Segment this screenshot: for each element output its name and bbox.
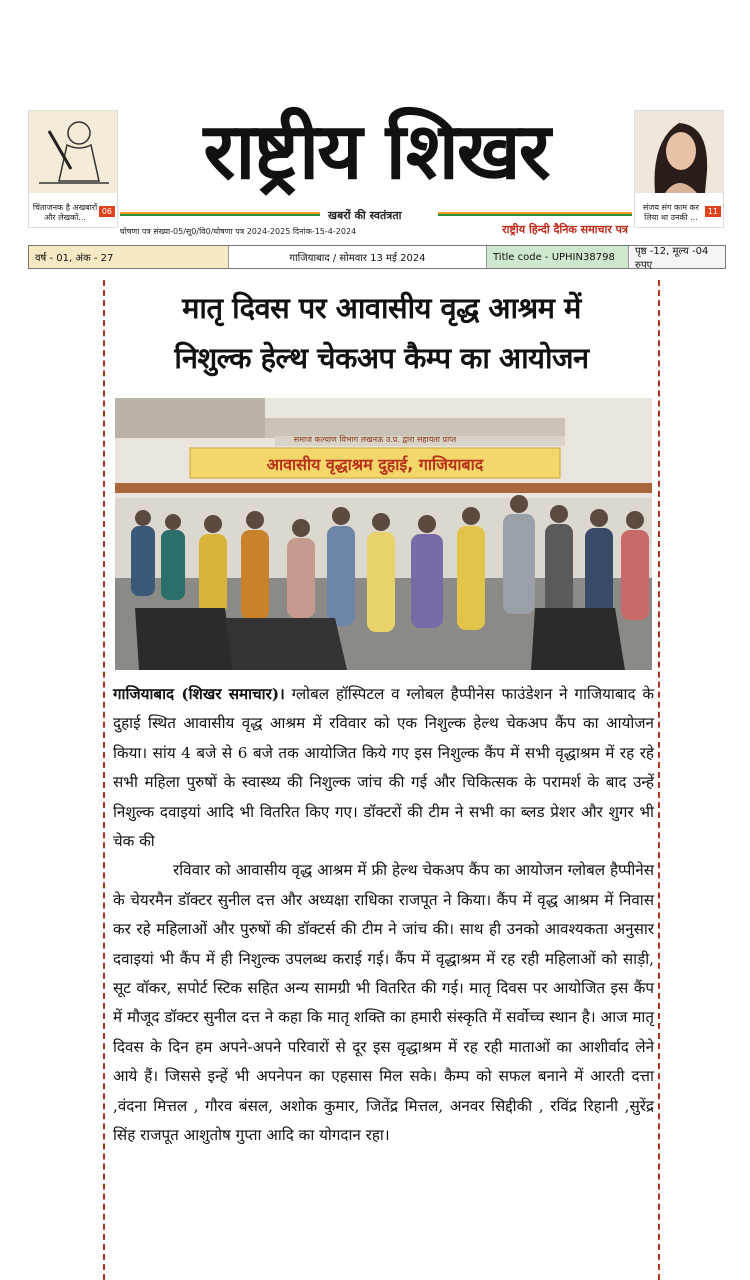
ashram-sign-top: समाज कल्याण विभाग लखनऊ उ.प्र. द्वारा सहायता प्राप्त	[293, 435, 457, 444]
title-code: Title code - UPHIN38798	[487, 246, 629, 268]
article-paragraph-2: रविवार को आवासीय वृद्ध आश्रम में फ्री हेल्थ चेकअप कैंप का आयोजन ग्लोबल हैप्पीनेस के चेयरमैन डॉक्टर सुनील दत्त और अध्यक्षा राधिका राजपूत ने किया। कैंप में वृद्ध आश्रम में निवास कर रहे महिलाओं और पुरुषों की डॉक्टर्स की टीम ने जांच की। साथ ही उनको आवश्यकता अनुसार दवाइयां भी कैंप में ही निशुल्क उपलब्ध कराई गई। कैंप में वृद्धाश्रम में रह रही महिलाओं को साड़ी, सूट वॉकर, सपोर्ट स्टिक सहित अन्य सामग्री भी वितरित की गई। मातृ दिवस पर आयोजित इस कैंप में मौजूद डॉक्टर सुनील दत्त ने कहा कि मातृ शक्ति का हमारी संस्कृति में सर्वोच्च स्थान है। आज मातृ दिवस के दिन हम अपने-अपने परिवारों से दूर इस वृद्धाश्रम में रह रही माताओं का आशीर्वाद लेने आये हैं। जिससे इन्हें भी अपनेपन का एहसास मिल सके। कैम्प को सफल बनाने में आरती दत्ता ,वंदना मित्तल , गौरव बंसल, अशोक कुमार, जितेंद्र मित्तल, अनवर सिद्दीकी , रविंद्र रिहानी ,सुरेंद्र सिंह राजपूत आशुतोष गुप्ता आदि का योगदान रहा।	[113, 861, 654, 1145]
group-photo	[115, 398, 652, 670]
writer-sketch-image	[29, 111, 117, 193]
left-teaser-caption: चिंताजनक है अखबारों और लेखकों...	[32, 203, 98, 222]
article-body	[113, 680, 654, 1151]
newspaper-title: राष्ट्रीय शिखर	[203, 106, 549, 197]
edition-info-bar	[28, 245, 726, 269]
masthead	[28, 106, 724, 240]
news-article	[103, 280, 660, 1280]
article-paragraph-1	[113, 680, 654, 856]
left-teaser-box[interactable]	[28, 110, 118, 228]
tricolor-stripe-left	[120, 212, 320, 216]
volume-issue: वर्ष - 01, अंक - 27	[29, 246, 229, 268]
headline-line-2: निशुल्क हेल्थ चेकअप कैम्प का आयोजन	[174, 341, 589, 375]
newspaper-subtitle: राष्ट्रीय हिन्दी दैनिक समाचार पत्र	[502, 223, 628, 236]
left-teaser-page: 06	[99, 206, 115, 217]
paragraph-1-text: ग्लोबल हॉस्पिटल व ग्लोबल हैप्पीनेस फाउंडेशन ने गाजियाबाद के दुहाई स्थित आवासीय वृद्ध आश्रम में रविवार को एक निशुल्क हेल्थ चेकअप कैंप का आयोजन किया। सांय 4 बजे से 6 बजे तक आयोजित किये गए इस निशुल्क कैंप में सभी वृद्धाश्रम में रह रहे सभी महिला पुरुषों के स्वास्थ्य की निशुल्क जांच की गई और चिकित्सक के परामर्श के बाद उन्हें निशुल्क दवाइयां आदि भी वितरित किए गए। डॉक्टरों की टीम ने सभी का ब्लड प्रेशर और शुगर भी चेक की	[113, 685, 654, 851]
edition-date: गाजियाबाद / सोमवार 13 मई 2024	[229, 246, 487, 268]
pages-price: पृष्ठ -12, मूल्य -04 रुपए	[629, 246, 725, 268]
tricolor-stripe-right	[438, 212, 632, 216]
right-teaser-box[interactable]	[634, 110, 724, 228]
registration-number: घोषणा पत्र संख्या-05/सू0/वि0/घोषणा पत्र 2024-2025 दिनांक-15-4-2024	[120, 227, 357, 236]
tagline: खबरों की स्वतंत्रता	[328, 209, 402, 222]
right-teaser-caption: संजय संग काम कर लिया था उनकी ...	[643, 203, 699, 222]
headline-line-1: मातृ दिवस पर आवासीय वृद्ध आश्रम में	[182, 291, 581, 325]
dateline: गाजियाबाद (शिखर समाचार)।	[113, 685, 285, 703]
right-teaser-page: 11	[705, 206, 721, 217]
actress-portrait-image	[635, 111, 723, 193]
ashram-sign-text: आवासीय वृद्धाश्रम दुहाई, गाजियाबाद	[266, 455, 484, 474]
